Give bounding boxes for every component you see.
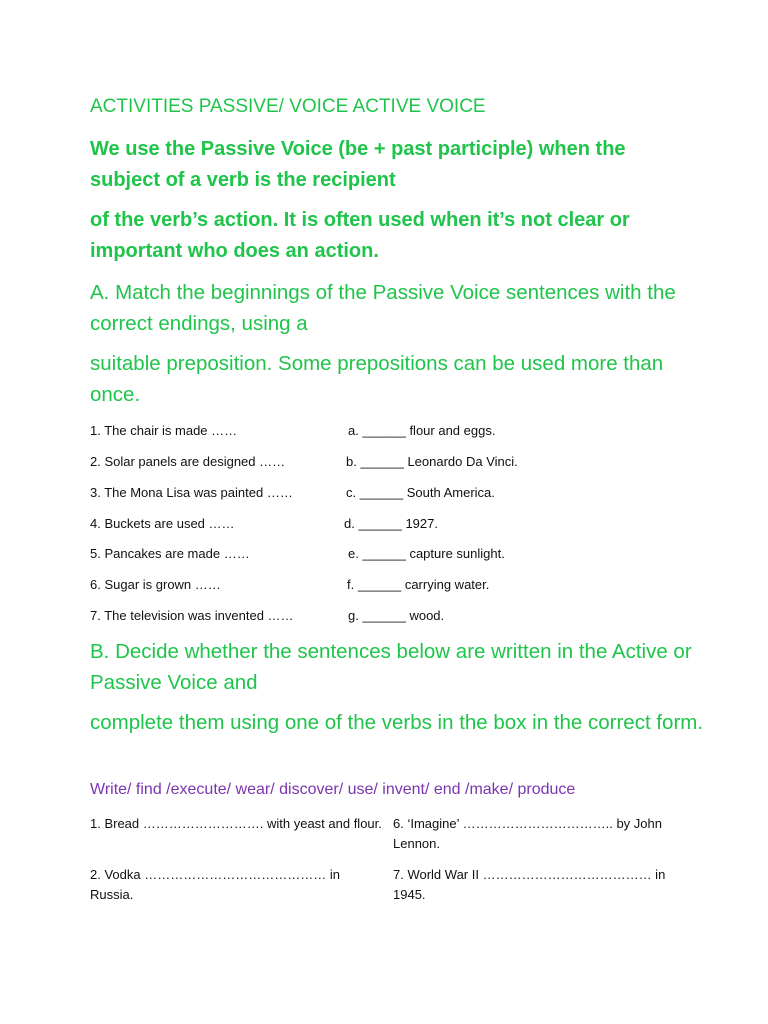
- match-left-item-3: 3. The Mona Lisa was painted ……: [90, 485, 293, 500]
- match-left-item-5: 5. Pancakes are made ……: [90, 546, 250, 561]
- fill-item-7: 7. World War II ………………………………… in 1945.: [393, 867, 666, 902]
- match-right-item-g: g. ______ wood.: [348, 608, 445, 623]
- section-b-heading-2: complete them using one of the verbs in the box in the correct form.: [90, 711, 704, 734]
- match-left-item-7: 7. The television was invented ……: [90, 608, 294, 623]
- match-left-item-6: 6. Sugar is grown ……: [90, 577, 221, 592]
- match-right-item-b: b. ______ Leonardo Da Vinci.: [346, 454, 518, 469]
- match-right-item-a: a. ______ flour and eggs.: [348, 423, 496, 438]
- match-left-item-2: 2. Solar panels are designed ……: [90, 454, 286, 469]
- section-b-heading-1: B. Decide whether the sentences below are written in the Active or Passive Voice and: [90, 640, 692, 694]
- match-right-item-c: c. ______ South America.: [346, 485, 495, 500]
- intro-paragraph-2: of the verb’s action. It is often used when it’s not clear or important who does an action.: [90, 209, 630, 262]
- match-right-item-e: e. ______ capture sunlight.: [348, 546, 505, 561]
- intro-paragraph-1: We use the Passive Voice (be + past participle) when the subject of a verb is the recipient: [90, 138, 626, 191]
- section-a-heading-1: A. Match the beginnings of the Passive Voice sentences with the correct endings, using a: [90, 281, 676, 335]
- fill-item-2: 2. Vodka …………………………………… in Russia.: [90, 867, 340, 902]
- page-title: ACTIVITIES PASSIVE/ VOICE ACTIVE VOICE: [90, 96, 486, 117]
- match-right-item-f: f. ______ carrying water.: [347, 577, 490, 592]
- verb-box: Write/ find /execute/ wear/ discover/ use/ invent/ end /make/ produce: [90, 781, 576, 798]
- match-left-item-1: 1. The chair is made ……: [90, 423, 238, 438]
- fill-item-6: 6. ‘Imagine’ …………………………….. by John Lennon.: [393, 816, 662, 851]
- section-a-heading-2: suitable preposition. Some prepositions can be used more than once.: [90, 352, 664, 406]
- match-left-item-4: 4. Buckets are used ……: [90, 516, 235, 531]
- match-right-item-d: d. ______ 1927.: [344, 516, 438, 531]
- fill-item-1: 1. Bread ………………………. with yeast and flour.: [90, 816, 382, 831]
